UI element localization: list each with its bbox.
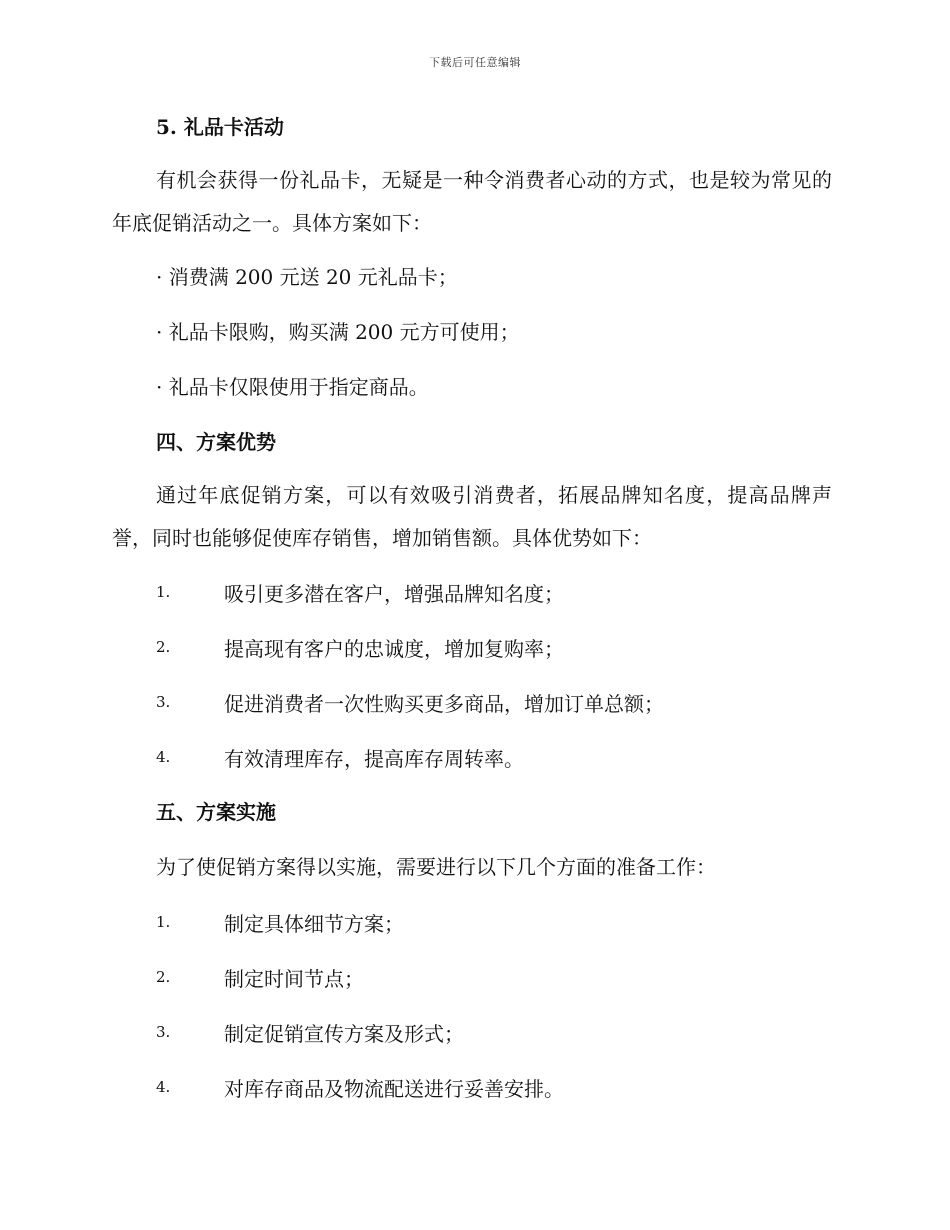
list-text: 提高现有客户的忠诚度，增加复购率； xyxy=(224,636,564,661)
list-item xyxy=(112,958,832,996)
list-number: 4. xyxy=(156,1078,171,1096)
section-title-implementation: 五、方案实施 xyxy=(156,800,276,824)
list-text: 促进消费者一次性购买更多商品，增加订单总额； xyxy=(224,691,664,716)
page-header: 下载后可任意编辑 xyxy=(429,56,521,69)
list-text: 对库存商品及物流配送进行妥善安排。 xyxy=(224,1076,564,1101)
list-number: 3. xyxy=(156,693,171,711)
list-text: 制定促销宣传方案及形式； xyxy=(224,1021,464,1046)
list-item xyxy=(112,573,832,611)
list-item xyxy=(112,903,832,941)
list-item xyxy=(112,1068,832,1106)
paragraph-gift-card-intro: 有机会获得一份礼品卡，无疑是一种令消费者心动的方式，也是较为常见的年底促销活动之一。具体方案如下： xyxy=(112,168,832,235)
list-text: 制定具体细节方案； xyxy=(224,911,404,936)
list-number: 1. xyxy=(156,913,171,931)
list-number: 4. xyxy=(156,748,171,766)
list-item xyxy=(112,628,832,666)
list-item xyxy=(112,683,832,721)
section-title-advantages: 四、方案优势 xyxy=(156,430,276,454)
list-number: 2. xyxy=(156,968,171,986)
document-body xyxy=(112,108,832,1106)
bullet-item: · 礼品卡限购，购买满 200 元方可使用； xyxy=(156,320,520,344)
list-number: 1. xyxy=(156,583,171,601)
list-number: 2. xyxy=(156,638,171,656)
list-text: 有效清理库存，提高库存周转率。 xyxy=(224,746,524,771)
list-item xyxy=(112,738,832,776)
list-item xyxy=(112,1013,832,1051)
list-text: 制定时间节点； xyxy=(224,966,364,991)
bullet-item: · 消费满 200 元送 20 元礼品卡； xyxy=(156,265,458,289)
paragraph-implementation-intro: 为了使促销方案得以实施，需要进行以下几个方面的准备工作： xyxy=(156,855,716,879)
paragraph-advantages-intro: 通过年底促销方案，可以有效吸引消费者，拓展品牌知名度，提高品牌声誉，同时也能够促使库存销售，增加销售额。具体优势如下： xyxy=(112,483,832,550)
section-title-gift-card: 5. 礼品卡活动 xyxy=(156,115,284,139)
list-text: 吸引更多潜在客户，增强品牌知名度； xyxy=(224,581,564,606)
list-number: 3. xyxy=(156,1023,171,1041)
bullet-item: · 礼品卡仅限使用于指定商品。 xyxy=(156,375,429,399)
